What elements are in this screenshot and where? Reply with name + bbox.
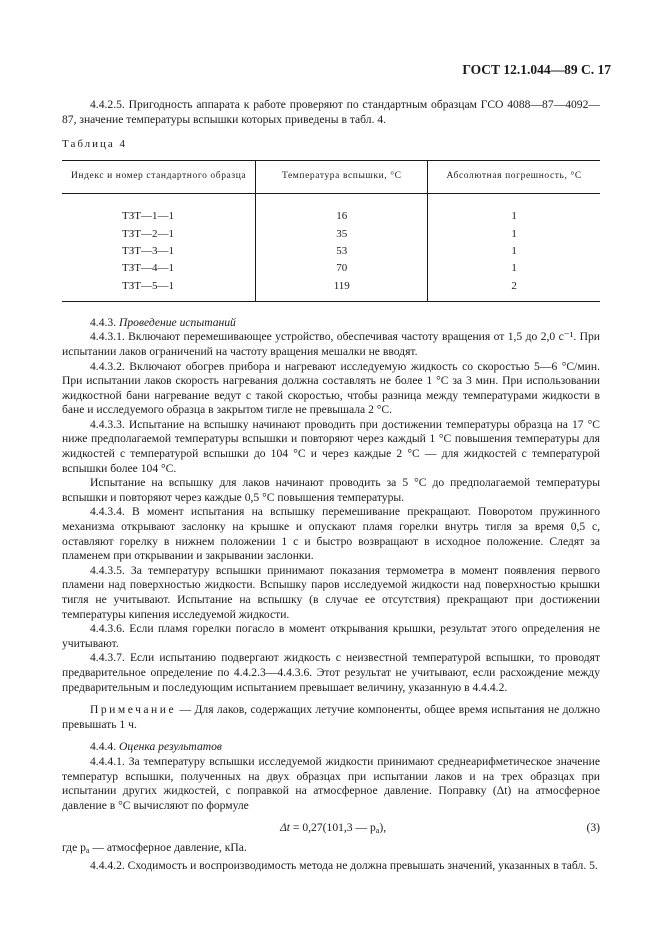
where-a: где p xyxy=(62,841,86,855)
cell-temperature: 119 xyxy=(256,277,428,301)
cell-error: 1 xyxy=(428,225,600,242)
formula-lhs: Δt xyxy=(280,821,291,835)
paragraph-4-4-2-5: 4.4.2.5. Пригодность аппарата к работе проверяют по стандартным образцам ГСО 4088—87—4092—87, значение температуры вспышки которых приведены в табл. 4. xyxy=(62,98,600,126)
where-subscript: a xyxy=(85,846,90,856)
table-row xyxy=(62,260,600,277)
column-header-index: Индекс и номер стандартного образца xyxy=(62,160,256,193)
cell-error: 1 xyxy=(428,260,600,277)
table-header-row xyxy=(62,160,600,193)
paragraph-4-4-3-4: 4.4.3.4. В момент испытания на вспышку перемешивание прекращают. Поворотом пружинного механизма открывают заслонку на крышке и опускают пламя горелки внутрь тигля за время 0,5 с, оставляют горелку в нижнем положении 1 с и быстро возвращают в исходное положение. Следят за пламенем при открывании и закрывании заслонки. xyxy=(62,505,600,563)
where-b: — атмосферное давление, кПа. xyxy=(89,841,247,855)
paragraph-4-4-3-2: 4.4.3.2. Включают обогрев прибора и нагревают исследуемую жидкость со скоростью 5—6 °С/мин. При испытании лаков скорость нагревания должна составлять не более 1 °С за 3 мин. При использовании жидкостной бани нагревание ведут с такой скоростью, чтобы разница между температурами жидкости в бане и исследуемого образца в закрытом тигле не превышала 2 °С. xyxy=(62,359,600,417)
formula-rhs-b: ), xyxy=(379,821,387,835)
section-number: 4.4.4. xyxy=(90,740,117,754)
formula-expression xyxy=(280,821,386,839)
formula-explanation xyxy=(62,841,600,859)
cell-index: ТЗТ—4—1 xyxy=(122,262,174,275)
paragraph-4-4-3-1: 4.4.3.1. Включают перемешивающее устройство, обеспечивая частоту вращения от 1,5 до 2,0 с⁻¹. При испытании лаков ограничений на частоту вращения мешалки не вводят. xyxy=(62,330,600,358)
cell-index: ТЗТ—5—1 xyxy=(62,277,256,301)
formula-rhs-a: = 0,27(101,3 — p xyxy=(290,821,376,835)
section-number: 4.4.3. xyxy=(90,315,117,329)
cell-temperature: 16 xyxy=(256,193,428,225)
paragraph-4-4-3-3-lacquers: Испытание на вспышку для лаков начинают проводить за 5 °С до предполагаемой температуры вспышки и повторяют через каждые 0,5 °С повышения температуры. xyxy=(62,476,600,504)
table-row xyxy=(62,193,600,225)
column-header-error: Абсолютная погрешность, °С xyxy=(428,160,600,193)
paragraph-4-4-3-5: 4.4.3.5. За температуру вспышки принимают показания термометра в момент появления первого пламени над поверхностью жидкости. Вспышку паров исследуемой жидкости над поверхностью крышки тигля не учитывают. Испытание на вспышку (в случае ее отсутствия) прекращают при достижении температуры кипения исследуемой жидкости. xyxy=(62,563,600,621)
paragraph-4-4-4-2: 4.4.4.2. Сходимость и воспроизводимость метода не должна превышать значений, указанных в табл. 5. xyxy=(90,858,598,872)
cell-index: ТЗТ—1—1 xyxy=(122,210,174,223)
section-heading-4-4-4 xyxy=(62,740,600,755)
cell-index: ТЗТ—2—1 xyxy=(122,227,174,240)
page-header: ГОСТ 12.1.044—89 С. 17 xyxy=(462,62,611,77)
cell-temperature: 53 xyxy=(256,243,428,260)
table-4 xyxy=(62,160,600,302)
formula-subscript: a xyxy=(375,826,380,836)
table-row xyxy=(62,277,600,301)
note-label: Примечание xyxy=(90,703,177,717)
section-title: Проведение испытаний xyxy=(119,315,236,329)
section-title: Оценка результатов xyxy=(119,740,222,754)
cell-error: 1 xyxy=(428,243,600,260)
formula-3 xyxy=(62,817,600,839)
paragraph-4-4-3-3: 4.4.3.3. Испытание на вспышку начинают проводить при достижении температуры образца на 17 °С ниже предполагаемой температуры вспышки и повторяют через каждый 1 °С повышения температуры для жидкостей с температурой вспышки до 104 °С и через каждые 2 °С — для жидкостей с температурой вспышки более 104 °С. xyxy=(62,417,600,475)
paragraph-4-4-3-6: 4.4.3.6. Если пламя горелки погасло в момент открывания крышки, результат этого определения не учитывают. xyxy=(62,622,600,650)
cell-temperature: 70 xyxy=(256,260,428,277)
paragraph-4-4-3-7: 4.4.3.7. Если испытанию подвергают жидкость с неизвестной температурой вспышки, то проводят предварительное определение по 4.4.2.3—4.4.3.6. Этот результат не учитывают, если расхождение между предварительным и последующим испытанием превышает величину, указанную в 4.4.4.2. xyxy=(62,651,600,694)
note-text: — Для лаков, содержащих летучие компоненты, общее время испытания не должно превышать 1 ч. xyxy=(62,703,600,731)
cell-temperature: 35 xyxy=(256,225,428,242)
section-heading-4-4-3 xyxy=(62,316,600,331)
cell-error: 1 xyxy=(428,193,600,225)
paragraph-4-4-4-1: 4.4.4.1. За температуру вспышки исследуемой жидкости принимают среднеарифметическое значение температур вспышки, полученных на двух образцах при испытании лаков и на трех образцах при испытании других жидкостей, с поправкой на атмосферное давление. Поправку (Δt) на атмосферное давление в °С вычисляют по формуле xyxy=(62,754,600,812)
formula-number: (3) xyxy=(586,821,600,835)
note xyxy=(62,703,600,732)
cell-index: ТЗТ—3—1 xyxy=(122,244,174,257)
column-header-temperature: Температура вспышки, °С xyxy=(256,160,428,193)
table-row xyxy=(62,243,600,260)
document-body xyxy=(62,98,600,874)
table-row xyxy=(62,225,600,242)
cell-error: 2 xyxy=(428,277,600,301)
table-caption: Таблица 4 xyxy=(62,138,128,151)
